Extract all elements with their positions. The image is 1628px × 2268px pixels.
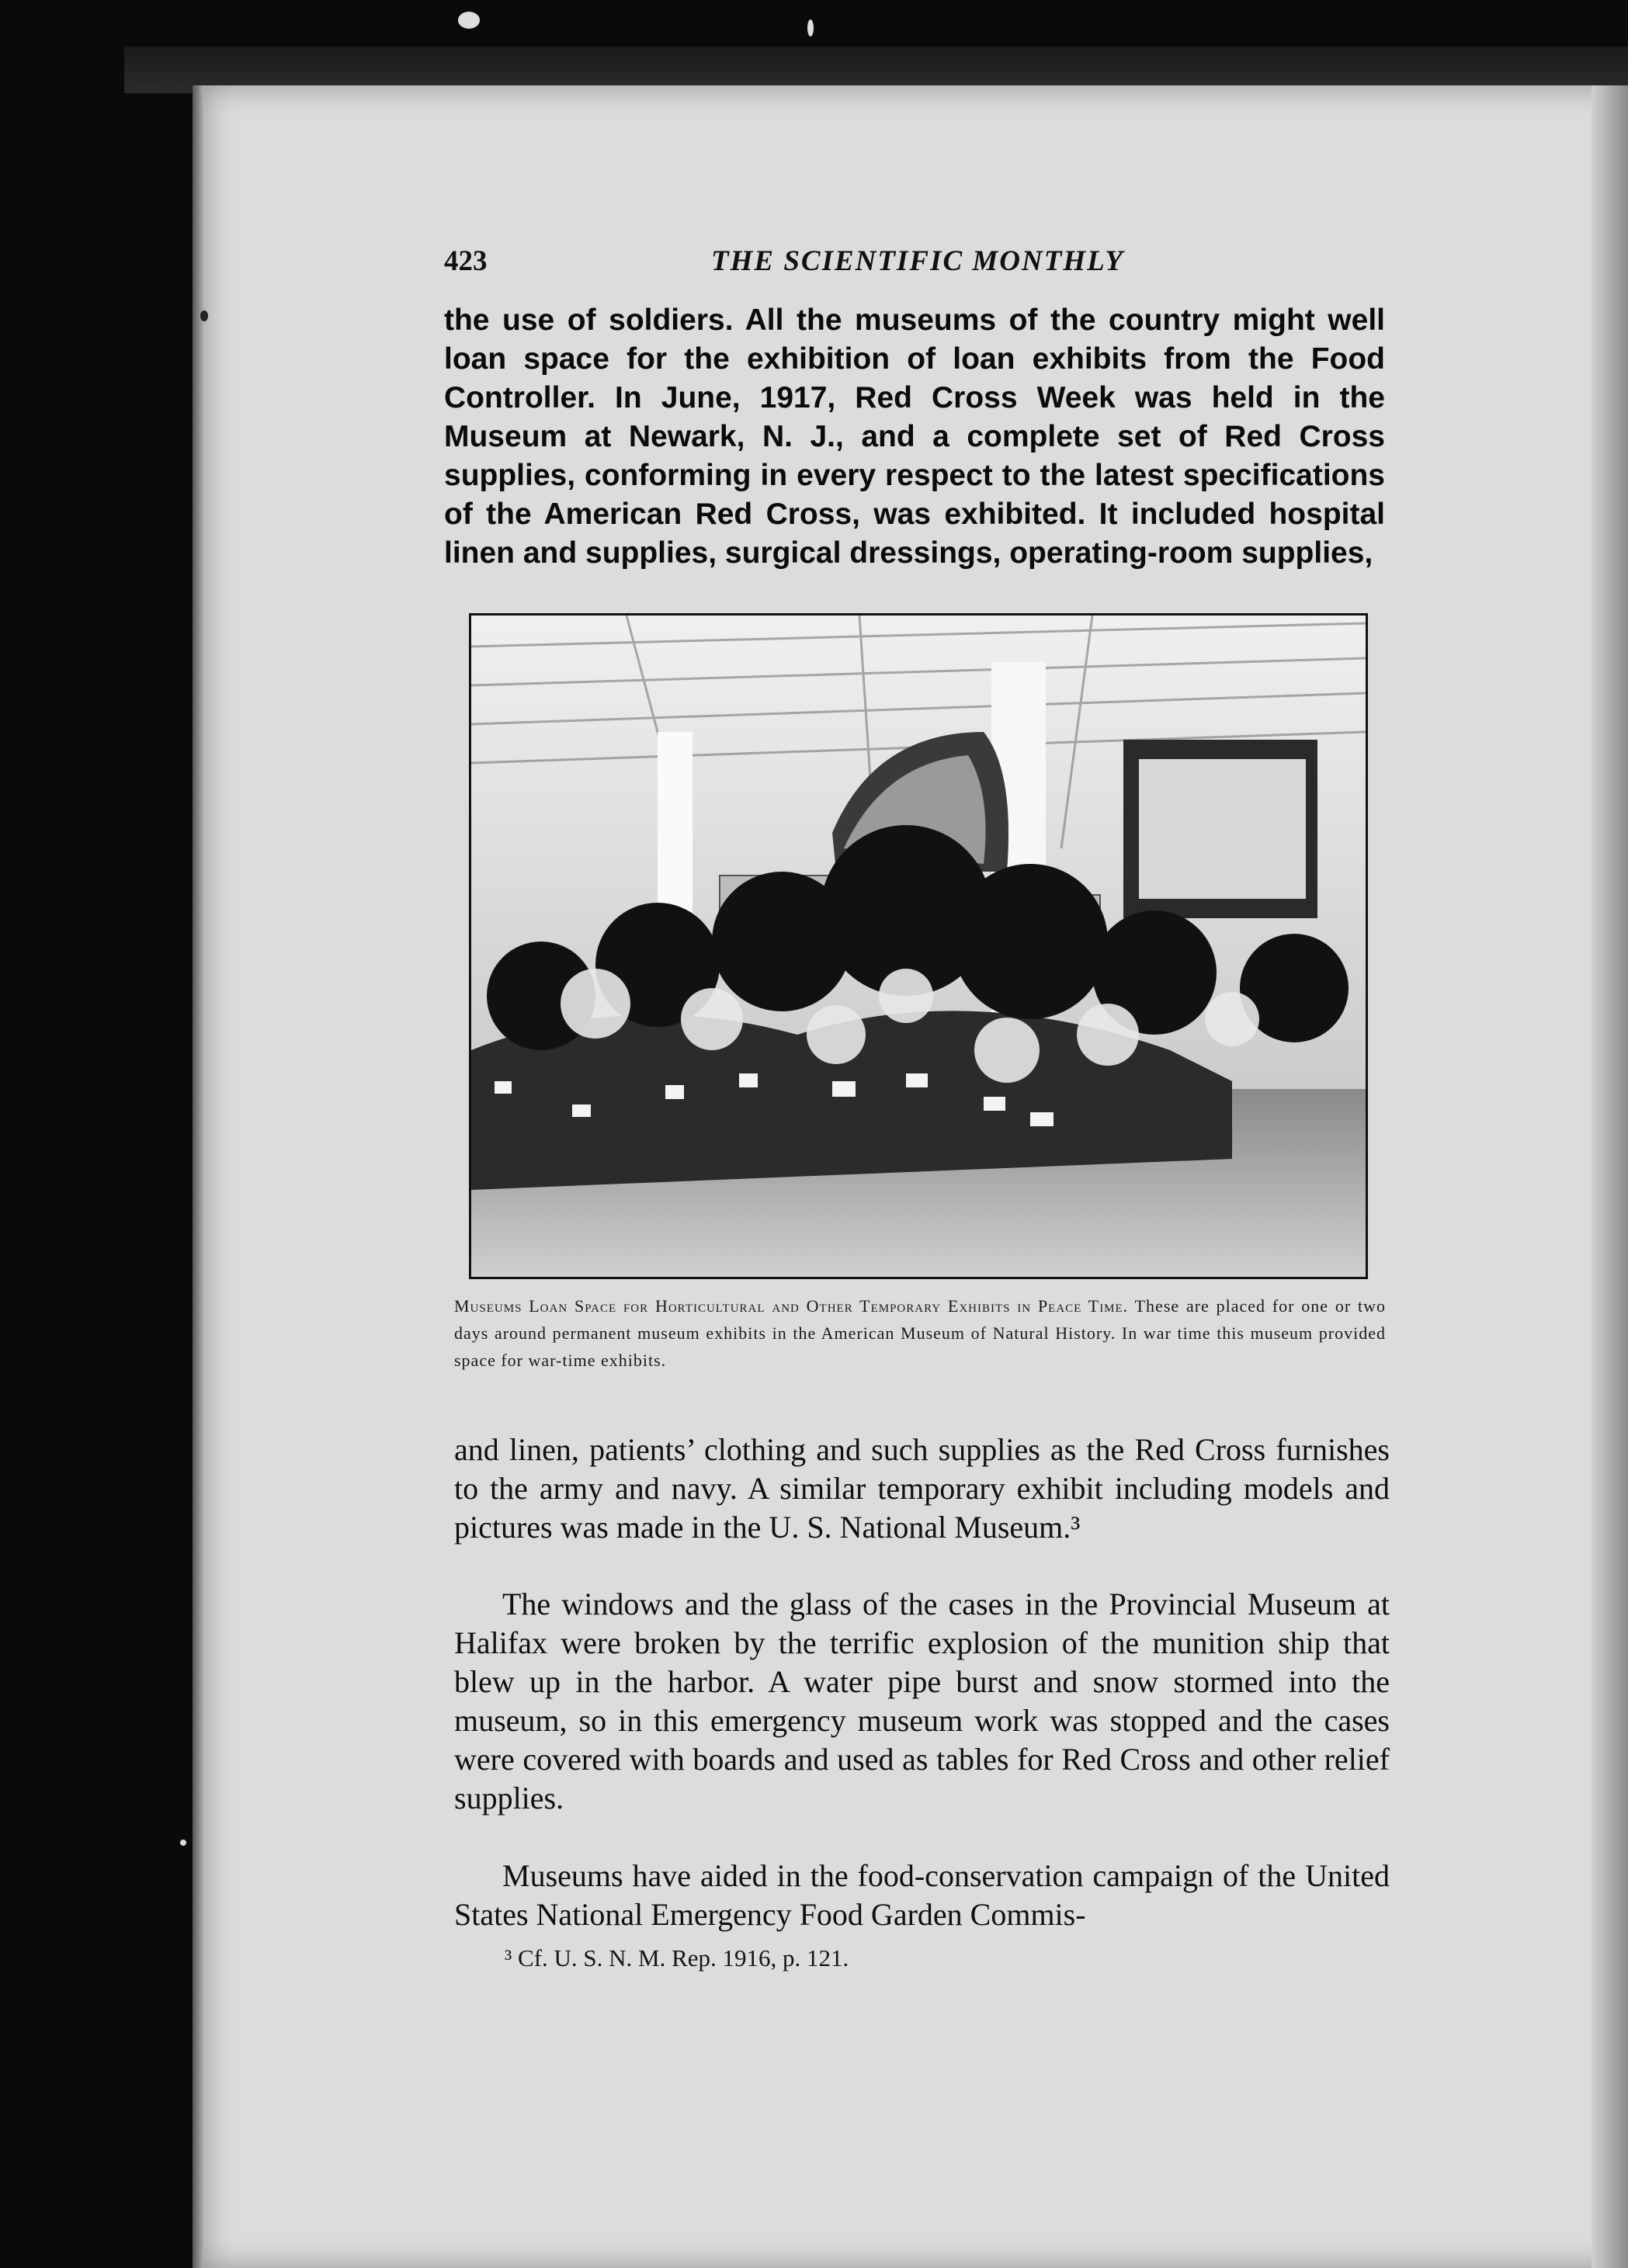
body-paragraph-2: The windows and the glass of the cases in the Provincial Museum at Halifax were broken by the terrific explosion of the munition ship that blew up in the harbor. A water pipe burst and snow stormed into the museum, so in this emergency museum work was stopped and the cases were covered with boards and used as tables for Red Cross and other relief supplies. <box>454 1587 1390 1815</box>
caption-title: Museums Loan Space for Horticultural and Other Temporary Exhibits in Peace Time. <box>454 1296 1129 1316</box>
page-right-edge <box>1592 85 1628 2268</box>
scan-speck <box>458 12 480 29</box>
figure-photo-frame <box>469 613 1368 1279</box>
caption-text: These are placed for one or two days around permanent museum exhibits in the American Museum of Natural History. In war time this museum provided space for war-time exhibits. <box>454 1296 1386 1370</box>
scan-speck <box>807 19 814 36</box>
journal-title: THE SCIENTIFIC MONTHLY <box>711 245 1124 277</box>
body-paragraph-3: Museums have aided in the food-conservation campaign of the United States National Emergency Food Garden Commis- <box>454 1858 1390 1932</box>
running-head <box>444 244 1391 279</box>
page-number: 423 <box>444 245 488 277</box>
body-paragraph-1: and linen, patients’ clothing and such supplies as the Red Cross furnishes to the army and navy. A similar temporary exhibit including models and pictures was made in the U. S. National Museum.³ <box>454 1432 1390 1545</box>
scan-speck <box>200 310 208 321</box>
figure-caption <box>454 1292 1386 1374</box>
scan-speck <box>180 1840 186 1846</box>
footnote: ³ Cf. U. S. N. M. Rep. 1916, p. 121. <box>505 1944 849 1971</box>
body-paragraph-top: the use of soldiers. All the museums of the country might well loan space for the exhibition of loan exhibits from the Food Controller. In June, 1917, Red Cross Week was held in the Museum at Newark, N. J., and a complete set of Red Cross supplies, conforming in every respect to the latest specifications of the American Red Cross, was exhibited. It included hospital linen and supplies, surgical dressings, operating-room supplies, <box>444 303 1385 570</box>
exhibit-hall-photo <box>471 616 1366 1277</box>
